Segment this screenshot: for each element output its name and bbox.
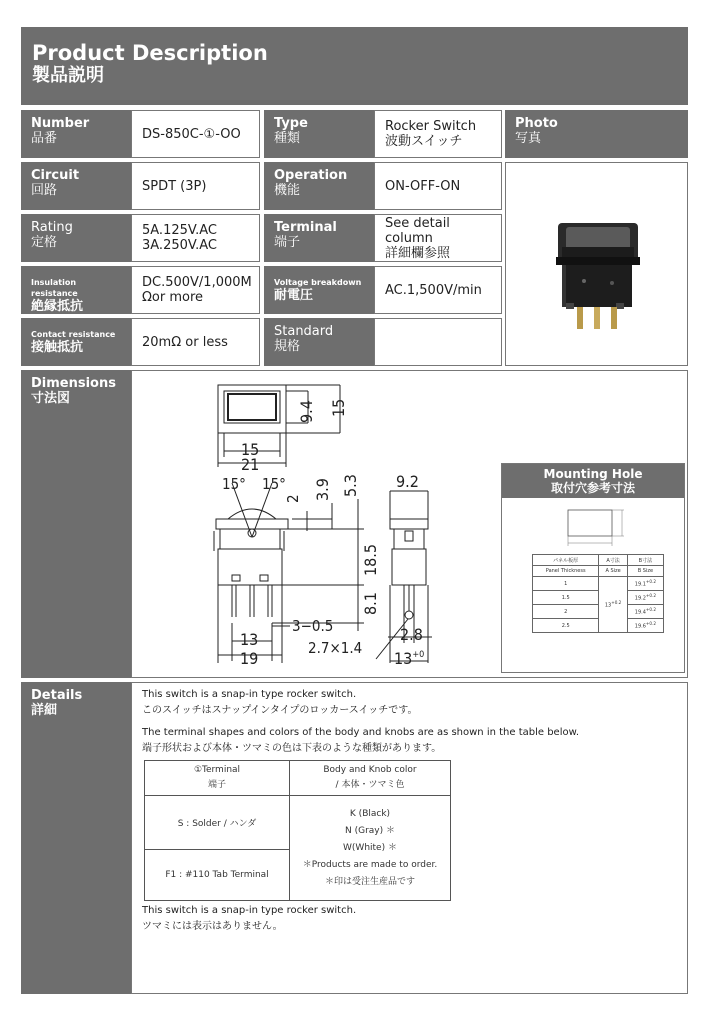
terminal-label: Terminal 端子: [264, 214, 374, 262]
voltage-value: AC.1,500V/min: [374, 266, 502, 314]
switch-photo: [506, 163, 687, 365]
mounting-hole-title: Mounting Hole 取付穴参考寸法: [502, 464, 684, 498]
details-line-2: このスイッチはスナップインタイプのロッカースイッチです。: [142, 705, 418, 716]
dim-9-4: 9.4: [297, 400, 316, 423]
dim-angle-right: 15°: [262, 475, 286, 493]
voltage-label: Voltage breakdown 耐電圧: [264, 266, 374, 314]
details-label: Details 詳細: [21, 682, 131, 994]
dimensions-panel: [131, 370, 688, 678]
standard-value: [374, 318, 502, 366]
details-line-1: This switch is a snap-in type rocker switch.: [142, 689, 357, 700]
dim-18-5: 18.5: [361, 543, 380, 576]
dim-8-1: 8.1: [361, 592, 380, 615]
dimension-drawing: [132, 371, 492, 677]
page-title: Product Description: [32, 41, 268, 65]
type-label: Type 種類: [264, 110, 374, 158]
number-label: Number 品番: [21, 110, 131, 158]
type-value: Rocker Switch 波動スイッチ: [374, 110, 502, 158]
dim-3-05: 3−0.5: [292, 617, 334, 635]
page-title-jp: 製品説明: [32, 65, 104, 86]
dim-2-8: 2.8: [400, 625, 423, 644]
dim-3-9: 3.9: [313, 478, 332, 501]
dim-13: 13: [240, 630, 259, 649]
dim-5-3: 5.3: [341, 474, 360, 497]
dim-21: 21: [241, 455, 260, 474]
contact-label: Contact resistance 接触抵抗: [21, 318, 131, 366]
terminal-tab: F1 : #110 Tab Terminal: [145, 850, 290, 901]
dim-19: 19: [240, 649, 259, 668]
circuit-label: Circuit 回路: [21, 162, 131, 210]
dim-2-7x1-4: 2.7×1.4: [308, 639, 363, 657]
rating-value: 5A.125V.AC 3A.250V.AC: [131, 214, 260, 262]
contact-value: 20mΩ or less: [131, 318, 260, 366]
mounting-hole-panel: [501, 463, 685, 673]
details-line-5: This switch is a snap-in type rocker switch.: [142, 905, 357, 916]
details-line-6: ツマミには表示はありません。: [142, 921, 283, 932]
rating-label: Rating 定格: [21, 214, 131, 262]
insulation-value: DC.500V/1,000M Ωor more: [131, 266, 260, 314]
photo-label: Photo 写真: [505, 110, 688, 158]
dim-9-2: 9.2: [396, 472, 419, 491]
mounting-a-value: $13^{+0.2}$: [599, 577, 627, 633]
operation-value: ON-OFF-ON: [374, 162, 502, 210]
photo-box: [505, 162, 688, 366]
terminal-solder: S : Solder / ハンダ: [145, 796, 290, 850]
insulation-label: Insulation resistance 絶縁抵抗: [21, 266, 131, 314]
circuit-value: SPDT (3P): [131, 162, 260, 210]
dim-15-horizontal: 15: [241, 440, 260, 459]
terminal-color-table: ①Terminal 端子 Body and Knob color / 本体・ツマミ色 S : Solder / ハンダ K (Black) N (Gray) ＊ W(White) ＊ ＊Products are made to order. ＊印は受注生産品です F1 : #110 Tab Terminal: [144, 760, 451, 901]
dimensions-label: Dimensions 寸法図: [21, 370, 131, 678]
dim-15-vertical: 15: [329, 398, 348, 417]
number-value: DS-850C-①-OO: [131, 110, 260, 158]
mounting-hole-drawing: [502, 498, 684, 548]
dim-2: 2: [284, 494, 302, 503]
header-banner: [21, 27, 688, 105]
details-line-3: The terminal shapes and colors of the body and knobs are as shown in the table below.: [142, 727, 580, 738]
terminal-value: See detail column 詳細欄参照: [374, 214, 502, 262]
dim-angle-left: 15°: [222, 475, 246, 493]
details-line-4: 端子形状および本体・ツマミの色は下表のような種類があります。: [142, 743, 442, 754]
standard-label: Standard 規格: [264, 318, 374, 366]
operation-label: Operation 機能: [264, 162, 374, 210]
dim-13-bottom: $13^{+0}$: [394, 649, 425, 668]
mounting-table: パネル板厚 A寸法 B寸法 Panel Thickness A Size B Size 1 $13^{+0.2}$ $19.1^{+0.2}$ 1.5 $19.2^{+0.2}$ 2 $19.4^{+0.2}$ 2.5 $19.6^{+0.2}$: [532, 554, 664, 633]
details-panel: [131, 682, 688, 994]
